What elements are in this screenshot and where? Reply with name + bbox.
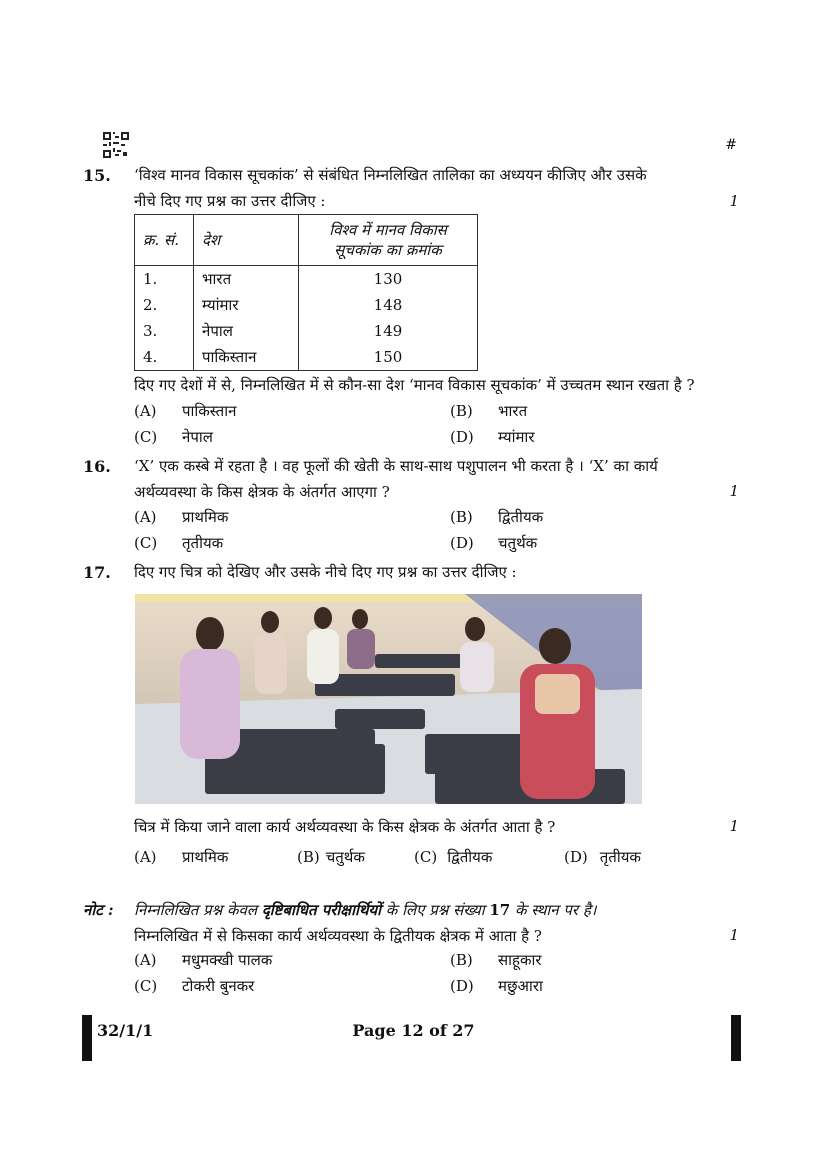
qr-code (103, 132, 129, 158)
option-label: (A) (134, 848, 157, 866)
note-text-before: निम्नलिखित प्रश्न केवल (134, 901, 262, 919)
option-label: (C) (134, 428, 158, 446)
note-qref: 17 (489, 901, 511, 919)
hdi-table (134, 214, 478, 371)
option-text: तृतीयक (599, 848, 641, 866)
row-rank: 148 (299, 292, 478, 318)
option-text: मधुमक्खी पालक (182, 951, 273, 969)
q17-option-a[interactable] (134, 847, 228, 867)
q16-option-b[interactable] (450, 507, 543, 527)
option-text: चतुर्थक (498, 534, 538, 552)
option-text: साहूकार (498, 951, 542, 969)
row-country: नेपाल (194, 318, 299, 344)
option-text: टोकरी बुनकर (182, 977, 255, 995)
q16-stem-line2: अर्थव्यवस्था के किस क्षेत्रक के अंतर्गत आएगा ? (134, 483, 390, 501)
q17-number: 17. (83, 563, 111, 582)
header-rank-line1: विश्व में मानव विकास (329, 221, 447, 239)
option-label: (C) (414, 848, 438, 866)
header-rank-line2: सूचकांक का क्रमांक (334, 241, 442, 259)
option-label: (A) (134, 508, 157, 526)
hdi-table-wrap (134, 214, 478, 371)
option-label: (A) (134, 402, 157, 420)
note-text-after: के लिए प्रश्न संख्या (381, 901, 490, 919)
option-text: प्राथमिक (182, 848, 229, 866)
table-header-row (135, 215, 478, 266)
garment-factory-photo (135, 594, 642, 804)
q15-stem-line1: ‘विश्व मानव विकास सूचकांक’ से संबंधित निम्नलिखित तालिका का अध्ययन कीजिए और उसके (134, 166, 647, 184)
option-label: (B) (450, 402, 473, 420)
q16-stem-line1: ‘X’ एक कस्बे में रहता है । वह फूलों की खेती के साथ-साथ पशुपालन भी करता है । ‘X’ का कार्य (134, 457, 658, 475)
table-row (135, 318, 478, 344)
q16-option-c[interactable] (134, 533, 223, 553)
option-text: पाकिस्तान (182, 402, 237, 420)
option-text: भारत (498, 402, 528, 420)
option-label: (B) (450, 508, 473, 526)
row-country: भारत (194, 266, 299, 293)
table-row (135, 344, 478, 371)
option-label: (B) (450, 951, 473, 969)
q17-option-c[interactable] (414, 847, 492, 867)
row-rank: 130 (299, 266, 478, 293)
option-text: म्यांमार (498, 428, 535, 446)
q17-stem: दिए गए चित्र को देखिए और उसके नीचे दिए गए प्रश्न का उत्तर दीजिए : (134, 563, 517, 581)
q15-question: दिए गए देशों में से, निम्नलिखित में से कौन-सा देश ‘मानव विकास सूचकांक’ में उच्चतम स्थान रखता है ? (134, 376, 695, 394)
q17-option-b[interactable] (297, 847, 365, 867)
note-marks: 1 (729, 926, 739, 944)
note-option-d[interactable] (450, 976, 543, 996)
option-text: द्वितीयक (447, 848, 493, 866)
option-text: तृतीयक (182, 534, 224, 552)
row-country: पाकिस्तान (194, 344, 299, 371)
option-text: नेपाल (182, 428, 213, 446)
q15-number: 15. (83, 166, 111, 185)
footer-bar-right (731, 1015, 741, 1061)
option-label: (A) (134, 951, 157, 969)
q17-marks: 1 (729, 817, 739, 835)
option-label: (B) (297, 848, 320, 866)
row-country: म्यांमार (194, 292, 299, 318)
option-label: (C) (134, 977, 158, 995)
q17-question: चित्र में किया जाने वाला कार्य अर्थव्यवस्था के किस क्षेत्रक के अंतर्गत आता है ? (134, 818, 556, 836)
row-rank: 149 (299, 318, 478, 344)
option-label: (D) (450, 428, 474, 446)
q15-option-d[interactable] (450, 427, 534, 447)
note-text-bold: दृष्टिबाधित परीक्षार्थियों (261, 901, 382, 919)
note-question: निम्नलिखित में से किसका कार्य अर्थव्यवस्था के द्वितीयक क्षेत्रक में आता है ? (134, 927, 542, 945)
q15-option-a[interactable] (134, 401, 236, 421)
header-rank (299, 215, 478, 266)
q16-option-d[interactable] (450, 533, 537, 553)
paper-code: 32/1/1 (97, 1021, 154, 1040)
row-sn: 4. (135, 344, 194, 371)
row-sn: 1. (135, 266, 194, 293)
note-text (134, 900, 596, 920)
row-rank: 150 (299, 344, 478, 371)
option-text: मछुआरा (498, 977, 543, 995)
q15-option-c[interactable] (134, 427, 213, 447)
q16-option-a[interactable] (134, 507, 228, 527)
q16-marks: 1 (729, 482, 739, 500)
q16-number: 16. (83, 457, 111, 476)
note-option-a[interactable] (134, 950, 272, 970)
note-label: नोट : (83, 901, 114, 919)
q15-marks: 1 (729, 192, 739, 210)
option-text: चतुर्थक (325, 848, 365, 866)
hash-mark: # (725, 137, 737, 153)
row-sn: 3. (135, 318, 194, 344)
option-text: द्वितीयक (498, 508, 544, 526)
note-option-c[interactable] (134, 976, 254, 996)
note-option-b[interactable] (450, 950, 542, 970)
q17-option-d[interactable] (564, 847, 641, 867)
header-sn: क्र. सं. (135, 215, 194, 266)
row-sn: 2. (135, 292, 194, 318)
option-label: (D) (564, 848, 588, 866)
option-label: (C) (134, 534, 158, 552)
note-text-end: के स्थान पर है। (510, 901, 597, 919)
option-label: (D) (450, 977, 474, 995)
q15-stem-line2: नीचे दिए गए प्रश्न का उत्तर दीजिए : (134, 192, 326, 210)
option-label: (D) (450, 534, 474, 552)
page-number: Page 12 of 27 (352, 1021, 475, 1040)
option-text: प्राथमिक (182, 508, 229, 526)
q15-option-b[interactable] (450, 401, 527, 421)
table-row (135, 292, 478, 318)
table-row (135, 266, 478, 293)
header-country: देश (194, 215, 299, 266)
